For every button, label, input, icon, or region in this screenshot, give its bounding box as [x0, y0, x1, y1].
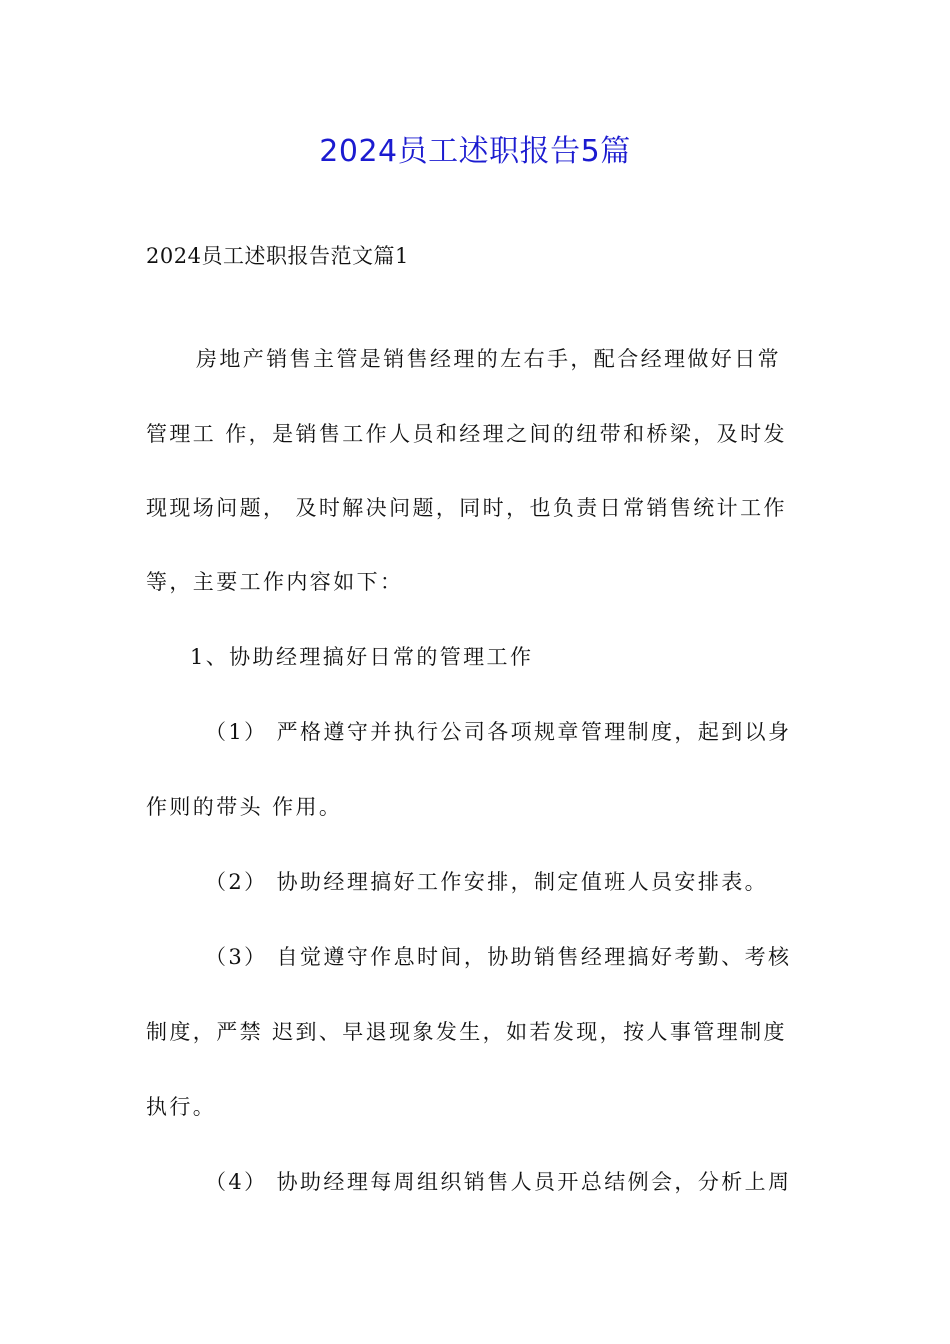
list-item-line: 制度，严禁 迟到、早退现象发生，如若发现，按人事管理制度 [146, 1020, 787, 1044]
section-heading: 2024员工述职报告范文篇1 [146, 244, 409, 268]
paragraph-line: 现现场问题， 及时解决问题，同时，也负责日常销售统计工作 [146, 496, 787, 520]
list-item-line: （3） 自觉遵守作息时间，协助销售经理搞好考勤、考核 [205, 945, 792, 969]
list-item-line: （4） 协助经理每周组织销售人员开总结例会，分析上周 [205, 1170, 792, 1194]
list-item-line: 作则的带头 作用。 [146, 795, 343, 819]
list-item-line: （2） 协助经理搞好工作安排，制定值班人员安排表。 [205, 870, 769, 894]
paragraph-line: 管理工 作，是销售工作人员和经理之间的纽带和桥梁，及时发 [146, 422, 787, 446]
document-title: 2024员工述职报告5篇 [319, 134, 631, 169]
list-item-line: 执行。 [146, 1095, 217, 1119]
list-item-line: （1） 严格遵守并执行公司各项规章管理制度，起到以身 [205, 720, 792, 744]
paragraph-line: 等，主要工作内容如下： [146, 570, 404, 594]
list-heading: 1、协助经理搞好日常的管理工作 [190, 645, 534, 669]
paragraph-line: 房地产销售主管是销售经理的左右手，配合经理做好日常 [196, 347, 781, 371]
